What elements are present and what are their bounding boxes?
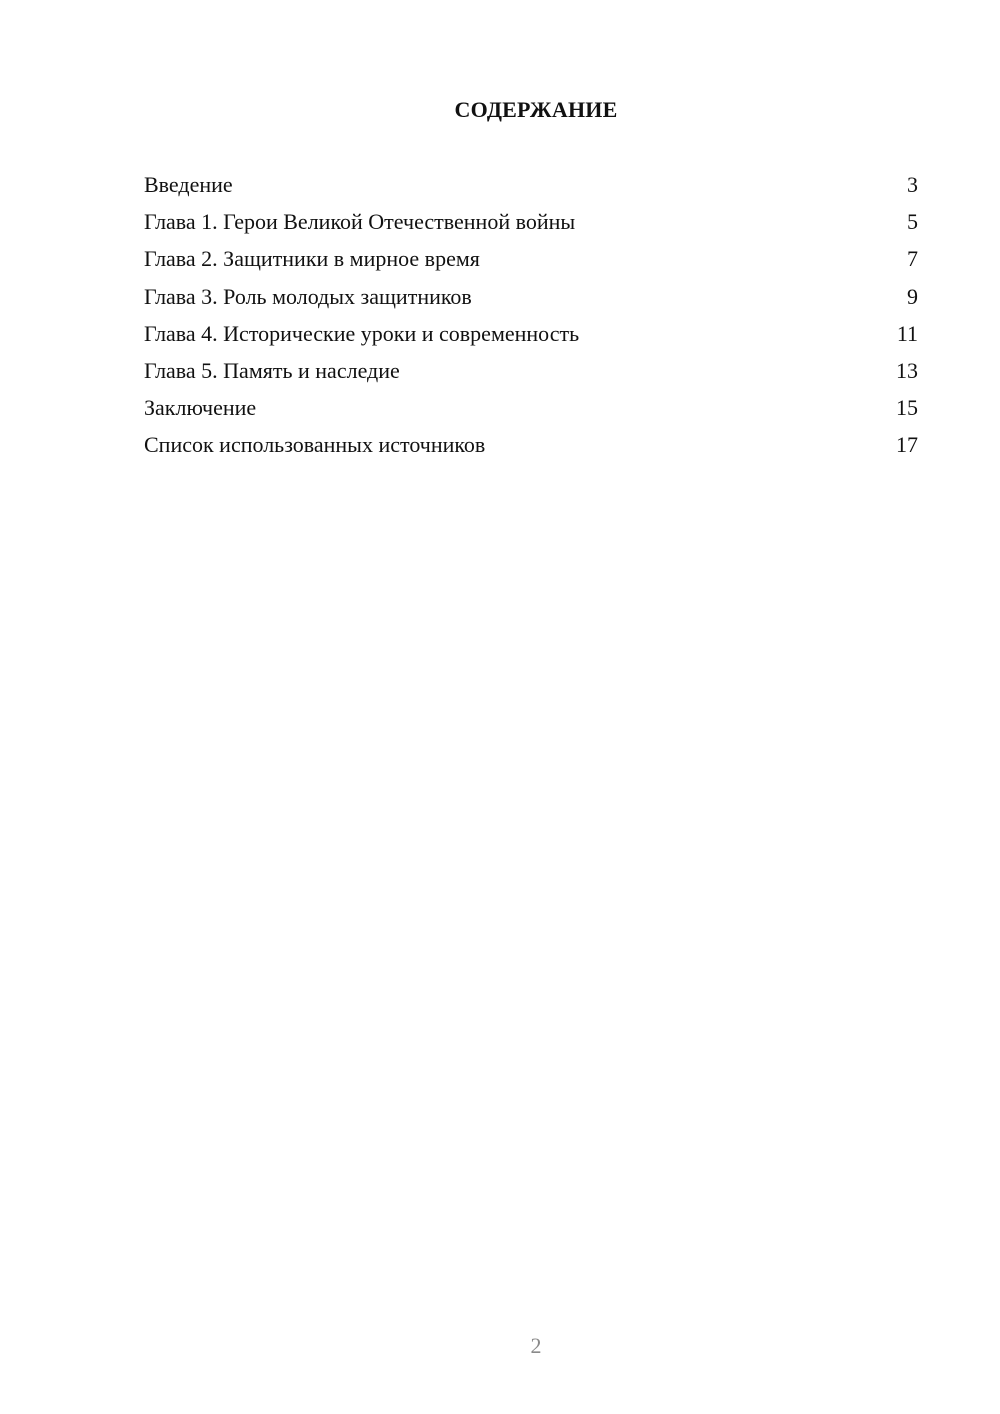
toc-entry-page: 5 bbox=[907, 209, 918, 235]
toc-entry-page: 7 bbox=[907, 246, 918, 272]
toc-entry-title: Глава 5. Память и наследие bbox=[144, 357, 400, 383]
toc-entry-page: 3 bbox=[907, 172, 918, 197]
toc-entry-title: Глава 3. Роль молодых защитников bbox=[144, 283, 472, 309]
toc-entry-title: Глава 1. Герои Великой Отечественной войны bbox=[144, 209, 576, 235]
toc-entry bbox=[144, 283, 918, 320]
toc-entry-title: Список использованных источников bbox=[144, 432, 486, 458]
page-title: СОДЕРЖАНИЕ bbox=[454, 97, 618, 122]
toc-entry-title: Введение bbox=[144, 172, 233, 197]
toc-entry bbox=[144, 208, 918, 245]
toc-entry-page: 9 bbox=[907, 283, 918, 309]
toc-entry bbox=[144, 245, 918, 282]
toc-entry bbox=[144, 357, 918, 394]
toc-entry-title: Заключение bbox=[144, 395, 257, 421]
toc-entry-title: Глава 4. Исторические уроки и современность bbox=[144, 320, 580, 346]
toc-entry bbox=[144, 394, 918, 431]
toc-entry bbox=[144, 320, 918, 357]
toc-entry-page: 11 bbox=[896, 320, 918, 346]
page-number: 2 bbox=[530, 1333, 542, 1358]
toc-entry-title: Глава 2. Защитники в мирное время bbox=[144, 246, 480, 272]
toc-entry-page: 13 bbox=[896, 357, 918, 383]
toc-entry bbox=[144, 171, 918, 208]
toc-entry bbox=[144, 431, 918, 468]
toc-entry-page: 17 bbox=[896, 432, 918, 458]
toc-entry-page: 15 bbox=[896, 395, 918, 421]
table-of-contents bbox=[144, 171, 918, 469]
